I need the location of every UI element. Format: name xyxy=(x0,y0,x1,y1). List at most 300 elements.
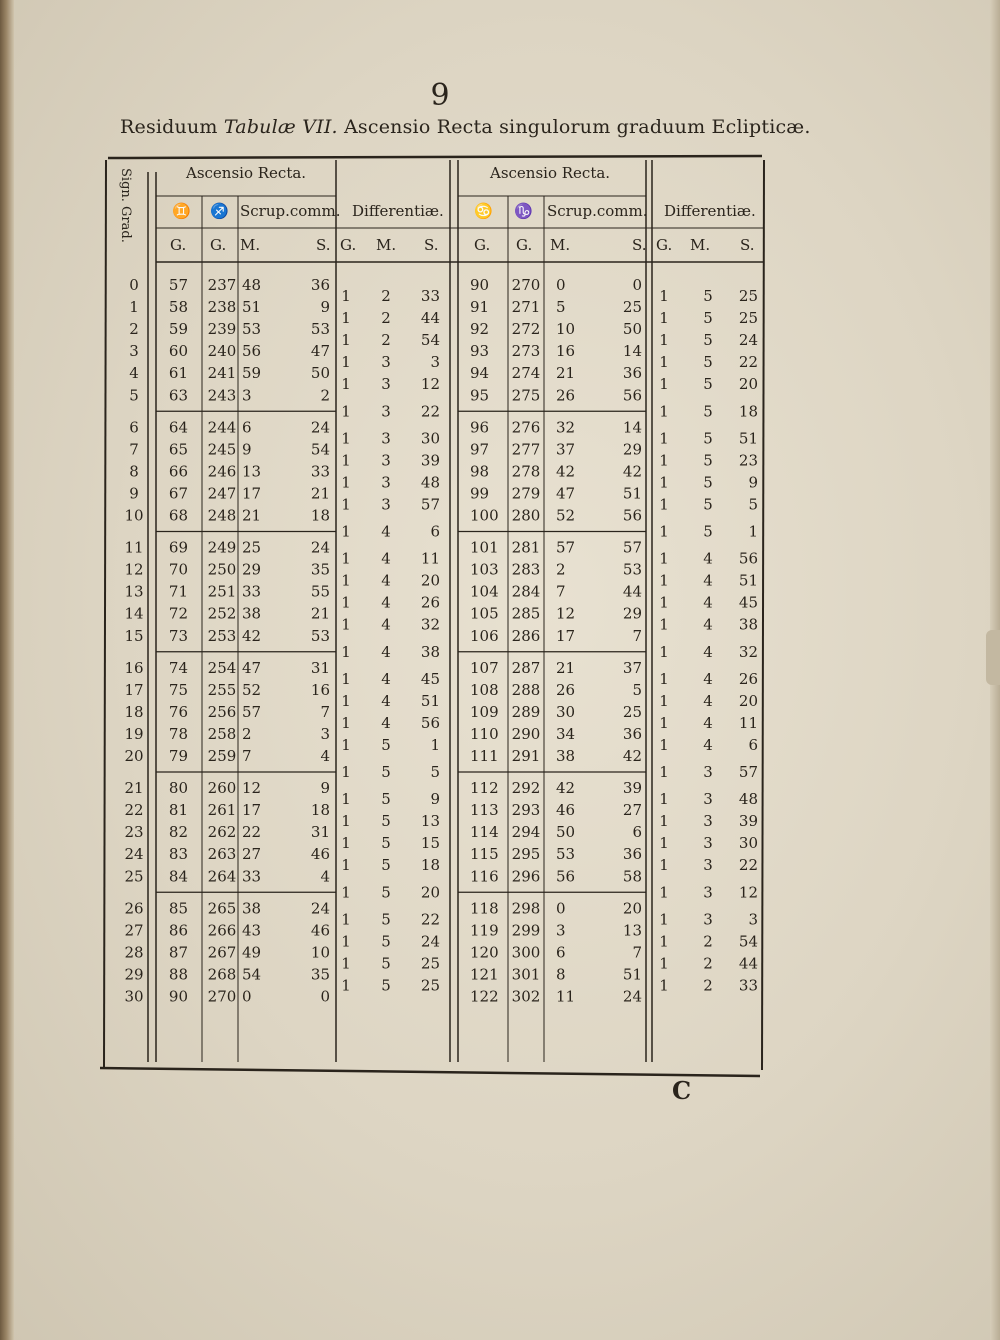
left-diff-m-cell: 3 xyxy=(381,402,391,421)
col-m-diff-left: M. xyxy=(376,236,397,254)
right-diff-g-cell: 1 xyxy=(659,856,669,875)
right-diff-g-cell: 1 xyxy=(659,713,669,732)
left-diff-m-cell: 3 xyxy=(381,353,391,372)
header-differentiae-left: Differentiæ. xyxy=(352,202,444,220)
left-m-cell: 3 xyxy=(242,386,252,405)
degree-cell: 2 xyxy=(129,320,139,339)
table-body xyxy=(124,276,758,1006)
degree-cell: 24 xyxy=(124,845,144,864)
left-m-cell: 49 xyxy=(242,943,262,962)
right-m-cell: 17 xyxy=(556,626,576,645)
header-ascensio-right: Ascensio Recta. xyxy=(490,164,611,182)
right-s-cell: 53 xyxy=(622,560,642,579)
left-diff-g-cell: 1 xyxy=(341,331,351,350)
gemini-icon: ♊ xyxy=(172,202,191,220)
left-m-cell: 2 xyxy=(242,724,252,743)
left-diff-m-cell: 2 xyxy=(381,309,391,328)
left-diff-m-cell: 5 xyxy=(381,812,391,831)
left-g1-cell: 83 xyxy=(168,845,188,864)
left-g2-cell: 268 xyxy=(207,965,237,984)
left-diff-m-cell: 5 xyxy=(381,834,391,853)
right-g1-cell: 93 xyxy=(470,342,490,361)
left-diff-s-cell: 51 xyxy=(420,691,440,710)
left-s-cell: 46 xyxy=(310,921,330,940)
col-m-diff-right: M. xyxy=(690,236,711,254)
degree-cell: 23 xyxy=(124,823,144,842)
right-s-cell: 13 xyxy=(622,921,642,940)
right-g1-cell: 108 xyxy=(470,680,499,699)
left-diff-s-cell: 56 xyxy=(420,713,440,732)
left-g2-cell: 249 xyxy=(207,538,237,557)
left-m-cell: 38 xyxy=(242,604,262,623)
left-g1-cell: 64 xyxy=(168,418,188,437)
right-diff-g-cell: 1 xyxy=(659,910,669,929)
left-diff-s-cell: 45 xyxy=(420,669,440,688)
left-g1-cell: 65 xyxy=(168,440,188,459)
right-diff-g-cell: 1 xyxy=(659,954,669,973)
right-diff-s-cell: 24 xyxy=(738,331,758,350)
left-s-cell: 2 xyxy=(320,386,330,405)
left-diff-g-cell: 1 xyxy=(341,353,351,372)
left-g1-cell: 57 xyxy=(168,276,188,294)
left-s-cell: 21 xyxy=(310,484,330,503)
right-diff-s-cell: 51 xyxy=(738,571,758,590)
degree-cell: 11 xyxy=(124,538,144,557)
right-g1-cell: 112 xyxy=(470,779,499,798)
col-s-right: S. xyxy=(632,236,647,254)
left-g2-cell: 252 xyxy=(207,604,237,623)
right-g1-cell: 100 xyxy=(470,506,499,525)
right-diff-m-cell: 4 xyxy=(703,549,713,568)
degree-cell: 5 xyxy=(129,386,139,405)
left-diff-g-cell: 1 xyxy=(341,642,351,661)
left-g1-cell: 58 xyxy=(168,298,188,317)
right-g1-cell: 119 xyxy=(470,921,499,940)
left-g1-cell: 88 xyxy=(168,965,188,984)
right-diff-g-cell: 1 xyxy=(659,790,669,809)
right-g2-cell: 296 xyxy=(511,867,541,886)
right-m-cell: 8 xyxy=(556,965,566,984)
left-m-cell: 9 xyxy=(242,440,252,459)
left-diff-g-cell: 1 xyxy=(341,615,351,634)
left-s-cell: 50 xyxy=(310,364,330,383)
right-s-cell: 5 xyxy=(632,680,642,699)
left-diff-m-cell: 2 xyxy=(381,287,391,306)
col-g-left-2: G. xyxy=(210,236,227,254)
right-diff-g-cell: 1 xyxy=(659,593,669,612)
left-diff-m-cell: 3 xyxy=(381,495,391,514)
right-diff-g-cell: 1 xyxy=(659,615,669,634)
right-g1-cell: 113 xyxy=(470,801,499,820)
left-g2-cell: 237 xyxy=(207,276,237,294)
left-diff-g-cell: 1 xyxy=(341,812,351,831)
right-diff-s-cell: 32 xyxy=(738,642,758,661)
right-diff-m-cell: 3 xyxy=(703,834,713,853)
left-g2-cell: 243 xyxy=(207,386,237,405)
left-s-cell: 21 xyxy=(310,604,330,623)
caption-italic: Tabulæ VII. xyxy=(223,116,338,138)
right-s-cell: 56 xyxy=(622,386,642,405)
right-m-cell: 52 xyxy=(556,506,576,525)
right-s-cell: 58 xyxy=(622,867,642,886)
left-diff-s-cell: 24 xyxy=(420,932,440,951)
left-diff-g-cell: 1 xyxy=(341,834,351,853)
left-s-cell: 55 xyxy=(310,582,330,601)
degree-cell: 22 xyxy=(124,801,144,820)
right-diff-m-cell: 3 xyxy=(703,763,713,782)
degree-cell: 19 xyxy=(124,724,144,743)
left-diff-g-cell: 1 xyxy=(341,954,351,973)
left-g1-cell: 85 xyxy=(168,899,188,918)
degree-cell: 17 xyxy=(124,680,144,699)
right-m-cell: 21 xyxy=(556,364,576,383)
right-diff-g-cell: 1 xyxy=(659,429,669,448)
right-m-cell: 57 xyxy=(556,538,576,557)
right-diff-g-cell: 1 xyxy=(659,932,669,951)
left-g2-cell: 262 xyxy=(207,823,237,842)
right-s-cell: 7 xyxy=(632,943,642,962)
left-diff-g-cell: 1 xyxy=(341,713,351,732)
left-diff-m-cell: 4 xyxy=(381,669,391,688)
right-g2-cell: 289 xyxy=(511,702,541,721)
right-s-cell: 36 xyxy=(622,724,642,743)
left-g1-cell: 72 xyxy=(168,604,188,623)
degree-cell: 21 xyxy=(124,779,144,798)
left-g1-cell: 67 xyxy=(168,484,188,503)
right-diff-s-cell: 5 xyxy=(748,495,758,514)
left-s-cell: 54 xyxy=(310,440,330,459)
left-diff-m-cell: 5 xyxy=(381,910,391,929)
right-diff-g-cell: 1 xyxy=(659,331,669,350)
left-diff-s-cell: 1 xyxy=(430,735,440,754)
right-g1-cell: 101 xyxy=(470,538,499,557)
right-diff-s-cell: 51 xyxy=(738,429,758,448)
degree-cell: 9 xyxy=(129,484,139,503)
right-g2-cell: 281 xyxy=(511,538,541,557)
right-g2-cell: 301 xyxy=(511,965,541,984)
left-g2-cell: 238 xyxy=(207,298,237,317)
left-g1-cell: 75 xyxy=(168,680,188,699)
right-g2-cell: 286 xyxy=(511,626,541,645)
right-m-cell: 5 xyxy=(556,298,566,317)
right-diff-m-cell: 5 xyxy=(703,522,713,541)
col-m-right: M. xyxy=(550,236,571,254)
left-m-cell: 38 xyxy=(242,899,262,918)
right-s-cell: 36 xyxy=(622,364,642,383)
right-diff-g-cell: 1 xyxy=(659,495,669,514)
right-g1-cell: 103 xyxy=(470,560,499,579)
right-m-cell: 42 xyxy=(556,462,576,481)
right-g2-cell: 285 xyxy=(511,604,541,623)
left-s-cell: 53 xyxy=(310,320,330,339)
left-diff-m-cell: 5 xyxy=(381,735,391,754)
col-s-left: S. xyxy=(316,236,331,254)
right-diff-m-cell: 3 xyxy=(703,883,713,902)
degree-cell: 3 xyxy=(129,342,139,361)
right-g1-cell: 116 xyxy=(470,867,499,886)
left-s-cell: 33 xyxy=(310,462,330,481)
right-diff-m-cell: 4 xyxy=(703,571,713,590)
degree-cell: 14 xyxy=(124,604,144,623)
right-m-cell: 50 xyxy=(556,823,576,842)
left-s-cell: 16 xyxy=(310,680,330,699)
left-diff-s-cell: 9 xyxy=(430,790,440,809)
left-g1-cell: 84 xyxy=(168,867,188,886)
right-diff-s-cell: 38 xyxy=(738,615,758,634)
right-g2-cell: 270 xyxy=(511,276,541,294)
degree-cell: 30 xyxy=(124,987,144,1006)
left-s-cell: 9 xyxy=(320,298,330,317)
right-g2-cell: 290 xyxy=(511,724,541,743)
right-diff-g-cell: 1 xyxy=(659,642,669,661)
right-g2-cell: 293 xyxy=(511,801,541,820)
left-diff-m-cell: 3 xyxy=(381,429,391,448)
left-diff-g-cell: 1 xyxy=(341,375,351,394)
right-diff-s-cell: 30 xyxy=(738,834,758,853)
left-diff-s-cell: 6 xyxy=(430,522,440,541)
left-m-cell: 12 xyxy=(242,779,262,798)
right-g2-cell: 295 xyxy=(511,845,541,864)
left-s-cell: 31 xyxy=(310,658,330,677)
left-diff-s-cell: 20 xyxy=(420,571,440,590)
right-g1-cell: 96 xyxy=(470,418,490,437)
left-g2-cell: 245 xyxy=(207,440,237,459)
left-g1-cell: 69 xyxy=(168,538,188,557)
left-m-cell: 27 xyxy=(242,845,262,864)
right-s-cell: 51 xyxy=(622,484,642,503)
right-diff-m-cell: 2 xyxy=(703,932,713,951)
caption-post: Ascensio Recta singulorum graduum Eclipticæ. xyxy=(344,116,811,138)
degree-cell: 0 xyxy=(129,276,139,294)
page-number: 9 xyxy=(430,78,450,113)
right-g2-cell: 292 xyxy=(511,779,541,798)
right-g1-cell: 121 xyxy=(470,965,499,984)
right-m-cell: 11 xyxy=(556,987,576,1006)
left-diff-m-cell: 3 xyxy=(381,451,391,470)
left-g2-cell: 244 xyxy=(207,418,237,437)
right-g1-cell: 92 xyxy=(470,320,490,339)
left-diff-m-cell: 4 xyxy=(381,713,391,732)
left-g2-cell: 250 xyxy=(207,560,237,579)
right-diff-m-cell: 4 xyxy=(703,735,713,754)
right-g1-cell: 97 xyxy=(470,440,490,459)
right-g2-cell: 299 xyxy=(511,921,541,940)
col-g-left-1: G. xyxy=(170,236,187,254)
left-m-cell: 0 xyxy=(242,987,252,1006)
right-diff-g-cell: 1 xyxy=(659,976,669,995)
right-diff-s-cell: 44 xyxy=(738,954,758,973)
right-s-cell: 27 xyxy=(622,801,642,820)
right-diff-m-cell: 4 xyxy=(703,593,713,612)
right-diff-m-cell: 4 xyxy=(703,713,713,732)
col-g-right-1: G. xyxy=(474,236,491,254)
right-m-cell: 37 xyxy=(556,440,576,459)
left-m-cell: 42 xyxy=(242,626,262,645)
left-diff-m-cell: 4 xyxy=(381,642,391,661)
right-diff-m-cell: 4 xyxy=(703,642,713,661)
right-s-cell: 36 xyxy=(622,845,642,864)
left-g1-cell: 60 xyxy=(168,342,188,361)
right-s-cell: 7 xyxy=(632,626,642,645)
right-s-cell: 42 xyxy=(622,462,642,481)
left-g2-cell: 260 xyxy=(207,779,237,798)
sagittarius-icon: ♐ xyxy=(210,202,229,220)
right-diff-s-cell: 25 xyxy=(738,309,758,328)
right-m-cell: 6 xyxy=(556,943,566,962)
left-g2-cell: 259 xyxy=(207,747,237,765)
right-s-cell: 14 xyxy=(622,342,642,361)
left-diff-m-cell: 5 xyxy=(381,856,391,875)
right-s-cell: 6 xyxy=(632,823,642,842)
left-diff-g-cell: 1 xyxy=(341,763,351,782)
left-diff-s-cell: 3 xyxy=(430,353,440,372)
right-diff-s-cell: 57 xyxy=(738,763,758,782)
right-s-cell: 29 xyxy=(622,440,642,459)
left-g1-cell: 90 xyxy=(168,987,188,1006)
degree-cell: 1 xyxy=(129,298,139,317)
left-s-cell: 3 xyxy=(320,724,330,743)
left-diff-g-cell: 1 xyxy=(341,451,351,470)
degree-cell: 6 xyxy=(129,418,139,437)
right-m-cell: 47 xyxy=(556,484,576,503)
left-g1-cell: 59 xyxy=(168,320,188,339)
left-g2-cell: 264 xyxy=(207,867,237,886)
right-diff-m-cell: 5 xyxy=(703,451,713,470)
right-s-cell: 56 xyxy=(622,506,642,525)
right-diff-g-cell: 1 xyxy=(659,309,669,328)
right-m-cell: 38 xyxy=(556,747,576,765)
left-s-cell: 4 xyxy=(320,747,330,765)
col-m-left: M. xyxy=(240,236,261,254)
right-diff-s-cell: 33 xyxy=(738,976,758,995)
right-diff-g-cell: 1 xyxy=(659,549,669,568)
left-diff-s-cell: 54 xyxy=(420,331,440,350)
left-m-cell: 6 xyxy=(242,418,252,437)
left-diff-g-cell: 1 xyxy=(341,309,351,328)
right-diff-m-cell: 3 xyxy=(703,910,713,929)
left-diff-m-cell: 5 xyxy=(381,976,391,995)
right-diff-s-cell: 25 xyxy=(738,287,758,306)
right-m-cell: 32 xyxy=(556,418,576,437)
left-diff-s-cell: 15 xyxy=(420,834,440,853)
left-diff-g-cell: 1 xyxy=(341,735,351,754)
right-diff-g-cell: 1 xyxy=(659,735,669,754)
left-diff-s-cell: 33 xyxy=(420,287,440,306)
left-diff-s-cell: 25 xyxy=(420,954,440,973)
left-s-cell: 47 xyxy=(310,342,330,361)
right-diff-g-cell: 1 xyxy=(659,402,669,421)
left-m-cell: 43 xyxy=(242,921,262,940)
left-g2-cell: 266 xyxy=(207,921,237,940)
left-diff-m-cell: 4 xyxy=(381,549,391,568)
right-diff-m-cell: 5 xyxy=(703,429,713,448)
left-diff-m-cell: 5 xyxy=(381,932,391,951)
col-s-diff-right: S. xyxy=(740,236,755,254)
right-g2-cell: 298 xyxy=(511,899,541,918)
right-g2-cell: 274 xyxy=(511,364,541,383)
left-s-cell: 35 xyxy=(310,560,330,579)
right-diff-m-cell: 5 xyxy=(703,473,713,492)
right-s-cell: 14 xyxy=(622,418,642,437)
degree-cell: 20 xyxy=(124,747,144,765)
right-g2-cell: 283 xyxy=(511,560,541,579)
left-diff-m-cell: 4 xyxy=(381,593,391,612)
right-m-cell: 0 xyxy=(556,276,566,294)
left-s-cell: 7 xyxy=(320,702,330,721)
degree-cell: 25 xyxy=(124,867,144,886)
left-s-cell: 24 xyxy=(310,538,330,557)
right-g1-cell: 91 xyxy=(470,298,490,317)
right-s-cell: 51 xyxy=(622,965,642,984)
degree-cell: 16 xyxy=(124,658,144,677)
right-s-cell: 20 xyxy=(622,899,642,918)
right-g2-cell: 278 xyxy=(511,462,541,481)
left-diff-m-cell: 3 xyxy=(381,473,391,492)
right-g1-cell: 114 xyxy=(470,823,499,842)
left-g1-cell: 82 xyxy=(168,823,188,842)
left-g2-cell: 261 xyxy=(207,801,237,820)
left-g2-cell: 256 xyxy=(207,702,237,721)
right-diff-g-cell: 1 xyxy=(659,473,669,492)
left-m-cell: 51 xyxy=(242,298,262,317)
left-m-cell: 59 xyxy=(242,364,262,383)
left-g1-cell: 87 xyxy=(168,943,188,962)
right-diff-m-cell: 3 xyxy=(703,790,713,809)
right-s-cell: 44 xyxy=(622,582,642,601)
header-ascensio-left: Ascensio Recta. xyxy=(186,164,307,182)
left-m-cell: 29 xyxy=(242,560,262,579)
header-differentiae-right: Differentiæ. xyxy=(664,202,756,220)
left-s-cell: 35 xyxy=(310,965,330,984)
left-g1-cell: 79 xyxy=(168,747,188,765)
left-m-cell: 7 xyxy=(242,747,252,765)
left-diff-s-cell: 57 xyxy=(420,495,440,514)
right-g2-cell: 275 xyxy=(511,386,541,405)
right-m-cell: 42 xyxy=(556,779,576,798)
right-diff-m-cell: 4 xyxy=(703,669,713,688)
right-m-cell: 26 xyxy=(556,386,576,405)
degree-cell: 28 xyxy=(124,943,144,962)
right-diff-m-cell: 5 xyxy=(703,495,713,514)
right-diff-g-cell: 1 xyxy=(659,834,669,853)
left-s-cell: 24 xyxy=(310,418,330,437)
right-diff-m-cell: 5 xyxy=(703,287,713,306)
left-m-cell: 33 xyxy=(242,582,262,601)
left-diff-m-cell: 4 xyxy=(381,615,391,634)
right-diff-m-cell: 5 xyxy=(703,331,713,350)
left-g1-cell: 86 xyxy=(168,921,188,940)
right-diff-m-cell: 5 xyxy=(703,309,713,328)
right-g1-cell: 120 xyxy=(470,943,499,962)
right-m-cell: 53 xyxy=(556,845,576,864)
right-m-cell: 56 xyxy=(556,867,576,886)
left-g1-cell: 80 xyxy=(168,779,188,798)
right-s-cell: 29 xyxy=(622,604,642,623)
left-g2-cell: 241 xyxy=(207,364,237,383)
right-diff-s-cell: 45 xyxy=(738,593,758,612)
right-diff-m-cell: 4 xyxy=(703,615,713,634)
left-s-cell: 24 xyxy=(310,899,330,918)
left-g1-cell: 73 xyxy=(168,626,188,645)
left-diff-s-cell: 20 xyxy=(420,883,440,902)
right-diff-s-cell: 1 xyxy=(748,522,758,541)
left-m-cell: 48 xyxy=(242,276,262,294)
left-s-cell: 4 xyxy=(320,867,330,886)
left-s-cell: 46 xyxy=(310,845,330,864)
left-s-cell: 31 xyxy=(310,823,330,842)
right-diff-s-cell: 9 xyxy=(748,473,758,492)
right-s-cell: 24 xyxy=(622,987,642,1006)
